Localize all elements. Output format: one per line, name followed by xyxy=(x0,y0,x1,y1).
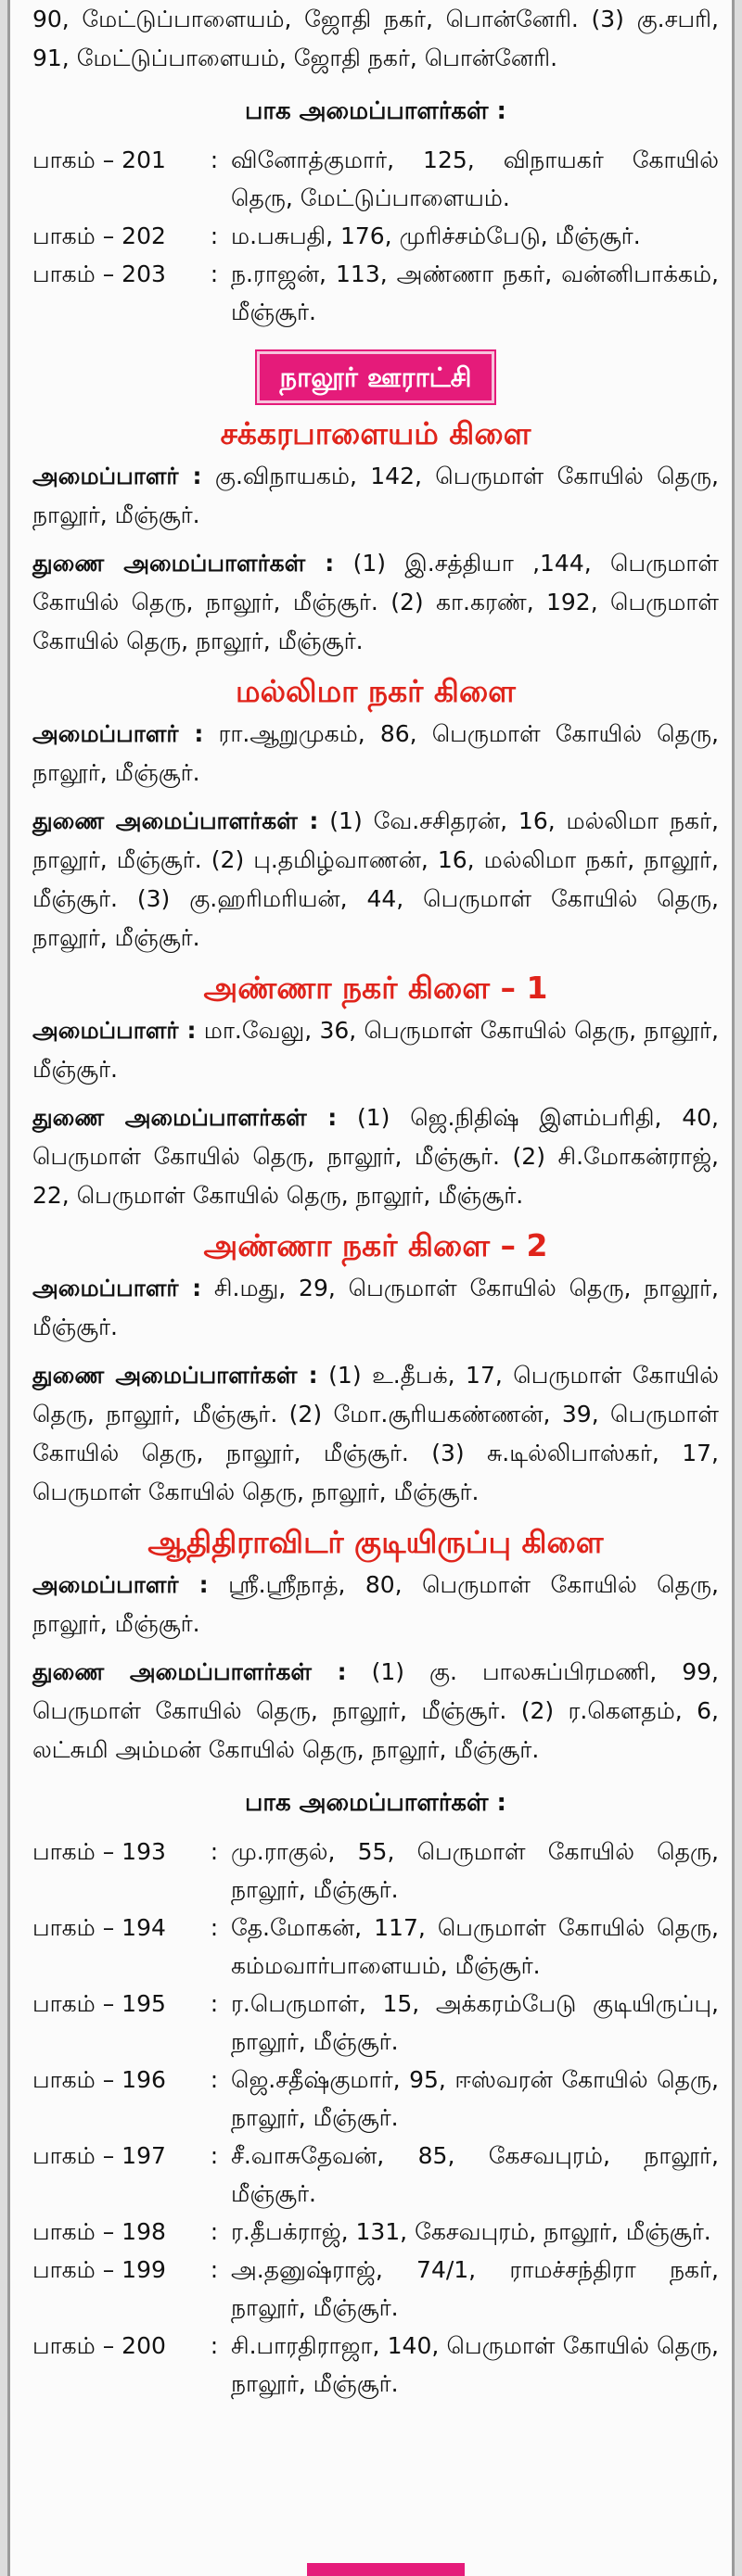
pagam-details: சி.பாரதிராஜா, 140, பெருமாள் கோயில் தெரு, நாலூர், மீஞ்சூர். xyxy=(231,2332,719,2397)
pagam-number: பாகம் – 199 xyxy=(32,2256,166,2283)
deputy-text: (1) கு. பாலசுப்பிரமணி, 99, பெருமாள் கோயில் தெரு, நாலூர், மீஞ்சூர். (2) ர.கௌதம், 6, லட்சுமி அம்மன் கோயில் தெரு, நாலூர், மீஞ்சூர். xyxy=(32,1658,719,1763)
panchayat-banner: நாலூர் ஊராட்சி xyxy=(257,351,495,403)
pagam-list-2 xyxy=(32,1833,719,2403)
pagam-details: ர.தீபக்ராஜ், 131, கேசவபுரம், நாலூர், மீஞ்சூர். xyxy=(231,2218,711,2245)
pagam-details: தே.மோகன், 117, பெருமாள் கோயில் தெரு, கம்மவார்பாளையம், மீஞ்சூர். xyxy=(231,1914,719,1979)
pagam-entry xyxy=(32,2213,719,2251)
pagam-separator: : xyxy=(210,260,219,287)
pagam-separator: : xyxy=(210,2066,219,2093)
pagam-number: பாகம் – 195 xyxy=(32,1990,166,2017)
pagam-entry xyxy=(32,1985,719,2061)
pagam-heading-1: பாக அமைப்பாளர்கள் : xyxy=(245,97,506,125)
deputy-text: (1) வே.சசிதரன், 16, மல்லிமா நகர், நாலூர், மீஞ்சூர். (2) பு.தமிழ்வாணன், 16, மல்லிமா நகர், நாலூர், மீஞ்சூர். (3) கு.ஹரிமரியன், 44, பெருமாள் கோயில் தெரு, நாலூர், மீஞ்சூர். xyxy=(32,807,719,951)
next-banner-fragment xyxy=(307,2563,465,2576)
pagam-number: பாகம் – 201 xyxy=(32,146,166,173)
banner-wrap xyxy=(32,351,719,403)
pagam-separator: : xyxy=(210,146,219,173)
branch-heading: ஆதிதிராவிடர் குடியிருப்பு கிளை xyxy=(147,1524,604,1560)
branch-section xyxy=(32,411,719,661)
pagam-separator: : xyxy=(210,2218,219,2245)
organizer-text: சி.மது, 29, பெருமாள் கோயில் தெரு, நாலூர், மீஞ்சூர். xyxy=(32,1275,719,1340)
branch-section xyxy=(32,965,719,1215)
pagam-details: அ.தனுஷ்ராஜ், 74/1, ராமச்சந்திரா நகர், நாலூர், மீஞ்சூர். xyxy=(231,2256,719,2321)
organizer-label: அமைப்பாளர் : xyxy=(32,1017,197,1044)
pagam-number: பாகம் – 202 xyxy=(32,222,166,249)
branch-heading: சக்கரபாளையம் கிளை xyxy=(220,415,531,451)
deputy-label: துணை அமைப்பாளர்கள் : xyxy=(32,1658,347,1685)
branch-section xyxy=(32,668,719,958)
deputy-paragraph xyxy=(32,544,719,661)
deputy-label: துணை அமைப்பாளர்கள் : xyxy=(32,1362,318,1389)
organizer-text: கு.விநாயகம், 142, பெருமாள் கோயில் தெரு, நாலூர், மீஞ்சூர். xyxy=(32,463,719,528)
document-page xyxy=(7,0,735,2576)
deputy-text: (1) இ.சத்தியா ,144, பெருமாள் கோயில் தெரு, நாலூர், மீஞ்சூர். (2) கா.கரண், 192, பெருமாள் கோயில் தெரு, நாலூர், மீஞ்சூர். xyxy=(32,550,719,654)
pagam-entry xyxy=(32,255,719,331)
branch-section xyxy=(32,1223,719,1512)
pagam-entry xyxy=(32,2327,719,2403)
pagam-separator: : xyxy=(210,222,219,249)
pagam-list-1 xyxy=(32,141,719,331)
deputy-label: துணை அமைப்பாளர்கள் : xyxy=(32,550,335,577)
next-banner-edge xyxy=(10,2559,732,2576)
pagam-number: பாகம் – 200 xyxy=(32,2332,166,2359)
deputy-label: துணை அமைப்பாளர்கள் : xyxy=(32,807,319,834)
branch-heading: மல்லிமா நகர் கிளை xyxy=(236,673,516,709)
pagam-entry xyxy=(32,1909,719,1985)
pagam-separator: : xyxy=(210,2256,219,2283)
organizer-paragraph xyxy=(32,1566,719,1643)
pagam-separator: : xyxy=(210,1914,219,1941)
organizer-paragraph xyxy=(32,715,719,793)
pagam-entry xyxy=(32,2061,719,2137)
deputy-paragraph xyxy=(32,802,719,958)
pagam-details: ந.ராஜன், 113, அண்ணா நகர், வன்னிபாக்கம், மீஞ்சூர். xyxy=(231,260,719,325)
pagam-number: பாகம் – 197 xyxy=(32,2142,166,2169)
top-paragraph: 90, மேட்டுப்பாளையம், ஜோதி நகர், பொன்னேரி. (3) கு.சபரி, 91, மேட்டுப்பாளையம், ஜோதி நகர், பொன்னேரி. xyxy=(32,6,719,71)
deputy-text: (1) உ.தீபக், 17, பெருமாள் கோயில் தெரு, நாலூர், மீஞ்சூர். (2) மோ.சூரியகண்ணன், 39, பெருமாள் கோயில் தெரு, நாலூர், மீஞ்சூர். (3) சு.டில்லிபாஸ்கர், 17, பெருமாள் கோயில் தெரு, நாலூர், மீஞ்சூர். xyxy=(32,1362,719,1505)
deputy-label: துணை அமைப்பாளர்கள் : xyxy=(32,1104,338,1131)
organizer-label: அமைப்பாளர் : xyxy=(32,720,204,747)
pagam-number: பாகம் – 203 xyxy=(32,260,166,287)
organizer-text: ஸ்ரீ.ஸ்ரீநாத், 80, பெருமாள் கோயில் தெரு, நாலூர், மீஞ்சூர். xyxy=(32,1571,719,1637)
pagam-details: சீ.வாசுதேவன், 85, கேசவபுரம், நாலூர், மீஞ்சூர். xyxy=(231,2142,719,2207)
deputy-paragraph xyxy=(32,1098,719,1215)
pagam-separator: : xyxy=(210,1838,219,1865)
pagam-details: வினோத்குமார், 125, விநாயகர் கோயில் தெரு, மேட்டுப்பாளையம். xyxy=(231,146,719,211)
pagam-heading-2: பாக அமைப்பாளர்கள் : xyxy=(245,1789,506,1817)
organizer-label: அமைப்பாளர் : xyxy=(32,1571,209,1598)
pagam-entry xyxy=(32,141,719,217)
pagam-number: பாகம் – 198 xyxy=(32,2218,166,2245)
branch-heading: அண்ணா நகர் கிளை – 2 xyxy=(203,1227,548,1263)
deputy-paragraph xyxy=(32,1653,719,1770)
branch-heading: அண்ணா நகர் கிளை – 1 xyxy=(203,970,548,1006)
deputy-text: (1) ஜெ.நிதிஷ் இளம்பரிதி, 40, பெருமாள் கோயில் தெரு, நாலூர், மீஞ்சூர். (2) சி.மோகன்ராஜ், 22, பெருமாள் கோயில் தெரு, நாலூர், மீஞ்சூர். xyxy=(32,1104,719,1209)
pagam-number: பாகம் – 193 xyxy=(32,1838,166,1865)
pagam-number: பாகம் – 194 xyxy=(32,1914,166,1941)
pagam-number: பாகம் – 196 xyxy=(32,2066,166,2093)
pagam-entry xyxy=(32,1833,719,1909)
pagam-separator: : xyxy=(210,2332,219,2359)
organizer-paragraph xyxy=(32,1269,719,1347)
organizer-label: அமைப்பாளர் : xyxy=(32,463,202,489)
organizer-paragraph xyxy=(32,457,719,535)
branch-section xyxy=(32,1519,719,1770)
pagam-entry xyxy=(32,217,719,255)
pagam-details: ர.பெருமாள், 15, அக்கரம்பேடு குடியிருப்பு, நாலூர், மீஞ்சூர். xyxy=(231,1990,719,2055)
branch-sections xyxy=(32,411,719,1770)
organizer-text: மா.வேலு, 36, பெருமாள் கோயில் தெரு, நாலூர், மீஞ்சூர். xyxy=(32,1017,719,1083)
organizer-text: ரா.ஆறுமுகம், 86, பெருமாள் கோயில் தெரு, நாலூர், மீஞ்சூர். xyxy=(32,720,719,786)
pagam-separator: : xyxy=(210,2142,219,2169)
pagam-details: ம.பசுபதி, 176, முரிச்சம்பேடு, மீஞ்சூர். xyxy=(231,222,641,249)
pagam-entry xyxy=(32,2251,719,2327)
organizer-paragraph xyxy=(32,1011,719,1089)
pagam-details: மு.ராகுல், 55, பெருமாள் கோயில் தெரு, நாலூர், மீஞ்சூர். xyxy=(231,1838,719,1903)
deputy-paragraph xyxy=(32,1356,719,1512)
pagam-separator: : xyxy=(210,1990,219,2017)
organizer-label: அமைப்பாளர் : xyxy=(32,1275,202,1301)
pagam-entry xyxy=(32,2137,719,2213)
pagam-details: ஜெ.சதீஷ்குமார், 95, ஈஸ்வரன் கோயில் தெரு, நாலூர், மீஞ்சூர். xyxy=(231,2066,719,2131)
